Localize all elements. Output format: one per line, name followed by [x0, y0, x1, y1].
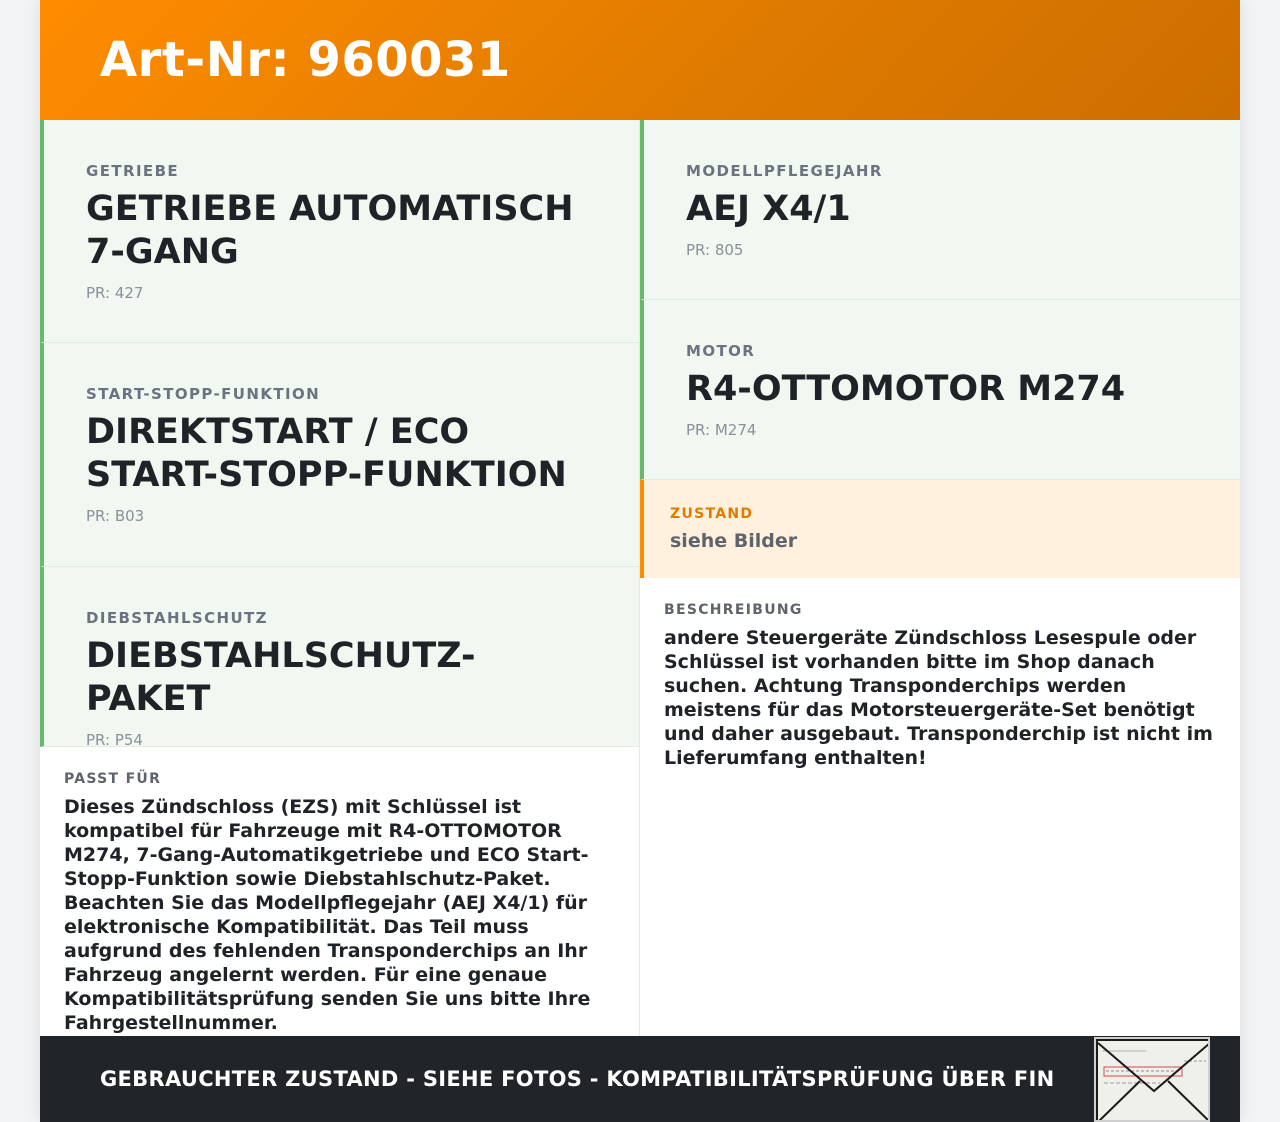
condition-value: siehe Bilder [670, 530, 798, 552]
condition-label: ZUSTAND [670, 506, 754, 522]
header-bar [40, 0, 1240, 120]
spec-value: R4-OTTOMOTOR M274 [686, 369, 1126, 409]
spec-pr-code: PR: 427 [86, 284, 144, 302]
spec-value: DIREKTSTART / ECO START-STOPP-FUNKTION [86, 412, 567, 495]
right-column [640, 120, 1240, 1036]
spec-getriebe [40, 120, 639, 343]
footer-text: GEBRAUCHTER ZUSTAND - SIEHE FOTOS - KOMPATIBILITÄTSPRÜFUNG ÜBER FIN [100, 1067, 1055, 1091]
spec-pr-code: PR: M274 [686, 421, 757, 439]
description-text: andere Steuergeräte Zündschloss Lesespule oder Schlüssel ist vorhanden bitte im Shop danach suchen. Achtung Transponderchips werden meistens für das Motorsteuergeräte-Set benötigt und daher ausgebaut. Transponderchip ist nicht im Lieferumfang enthalten! [664, 627, 1213, 769]
spec-value: AEJ X4/1 [686, 189, 851, 229]
spec-modellpflegejahr [640, 120, 1240, 300]
spec-pr-code: PR: 805 [686, 241, 744, 259]
spec-diebstahlschutz [40, 567, 639, 747]
product-sheet [40, 0, 1240, 1122]
footer-bar [40, 1036, 1240, 1122]
condition-box [640, 480, 1240, 578]
spec-label: MODELLPFLEGEJAHR [686, 162, 883, 180]
compatibility-label: PASST FÜR [64, 771, 162, 787]
content-columns [40, 120, 1240, 1036]
spec-pr-code: PR: P54 [86, 731, 143, 749]
spec-label: START-STOPP-FUNKTION [86, 385, 321, 403]
spec-value: GETRIEBE AUTOMATISCH 7-GANG [86, 189, 574, 272]
description-section [640, 578, 1240, 770]
spec-value: DIEBSTAHLSCHUTZ-PAKET [86, 636, 476, 719]
spec-pr-code: PR: B03 [86, 507, 145, 525]
left-column [40, 120, 640, 1036]
compatibility-text: Dieses Zündschloss (EZS) mit Schlüssel ist kompatibel für Fahrzeuge mit R4-OTTOMOTOR M274, 7-Gang-Automatikgetriebe und ECO Start-Stopp-Funktion sowie Diebstahlschutz-Paket. Beachten Sie das Modellpflegejahr (AEJ X4/1) für elektronische Kompatibilität. Das Teil muss aufgrund des fehlenden Transponderchips an Ihr Fahrzeug angelernt werden. Für eine genaue Kompatibilitätsprüfung senden Sie uns bitte Ihre Fahrgestellnummer. [64, 796, 591, 1034]
spec-label: MOTOR [686, 342, 756, 360]
spec-label: GETRIEBE [86, 162, 180, 180]
envelope-icon [1096, 1039, 1210, 1122]
spec-motor [640, 300, 1240, 480]
spec-start-stopp [40, 343, 639, 567]
compatibility-section [40, 747, 639, 1035]
spec-label: DIEBSTAHLSCHUTZ [86, 609, 268, 627]
vehicle-registration-envelope-icon [1094, 1037, 1210, 1122]
description-label: BESCHREIBUNG [664, 602, 803, 618]
article-number-title: Art-Nr: 960031 [100, 32, 511, 88]
